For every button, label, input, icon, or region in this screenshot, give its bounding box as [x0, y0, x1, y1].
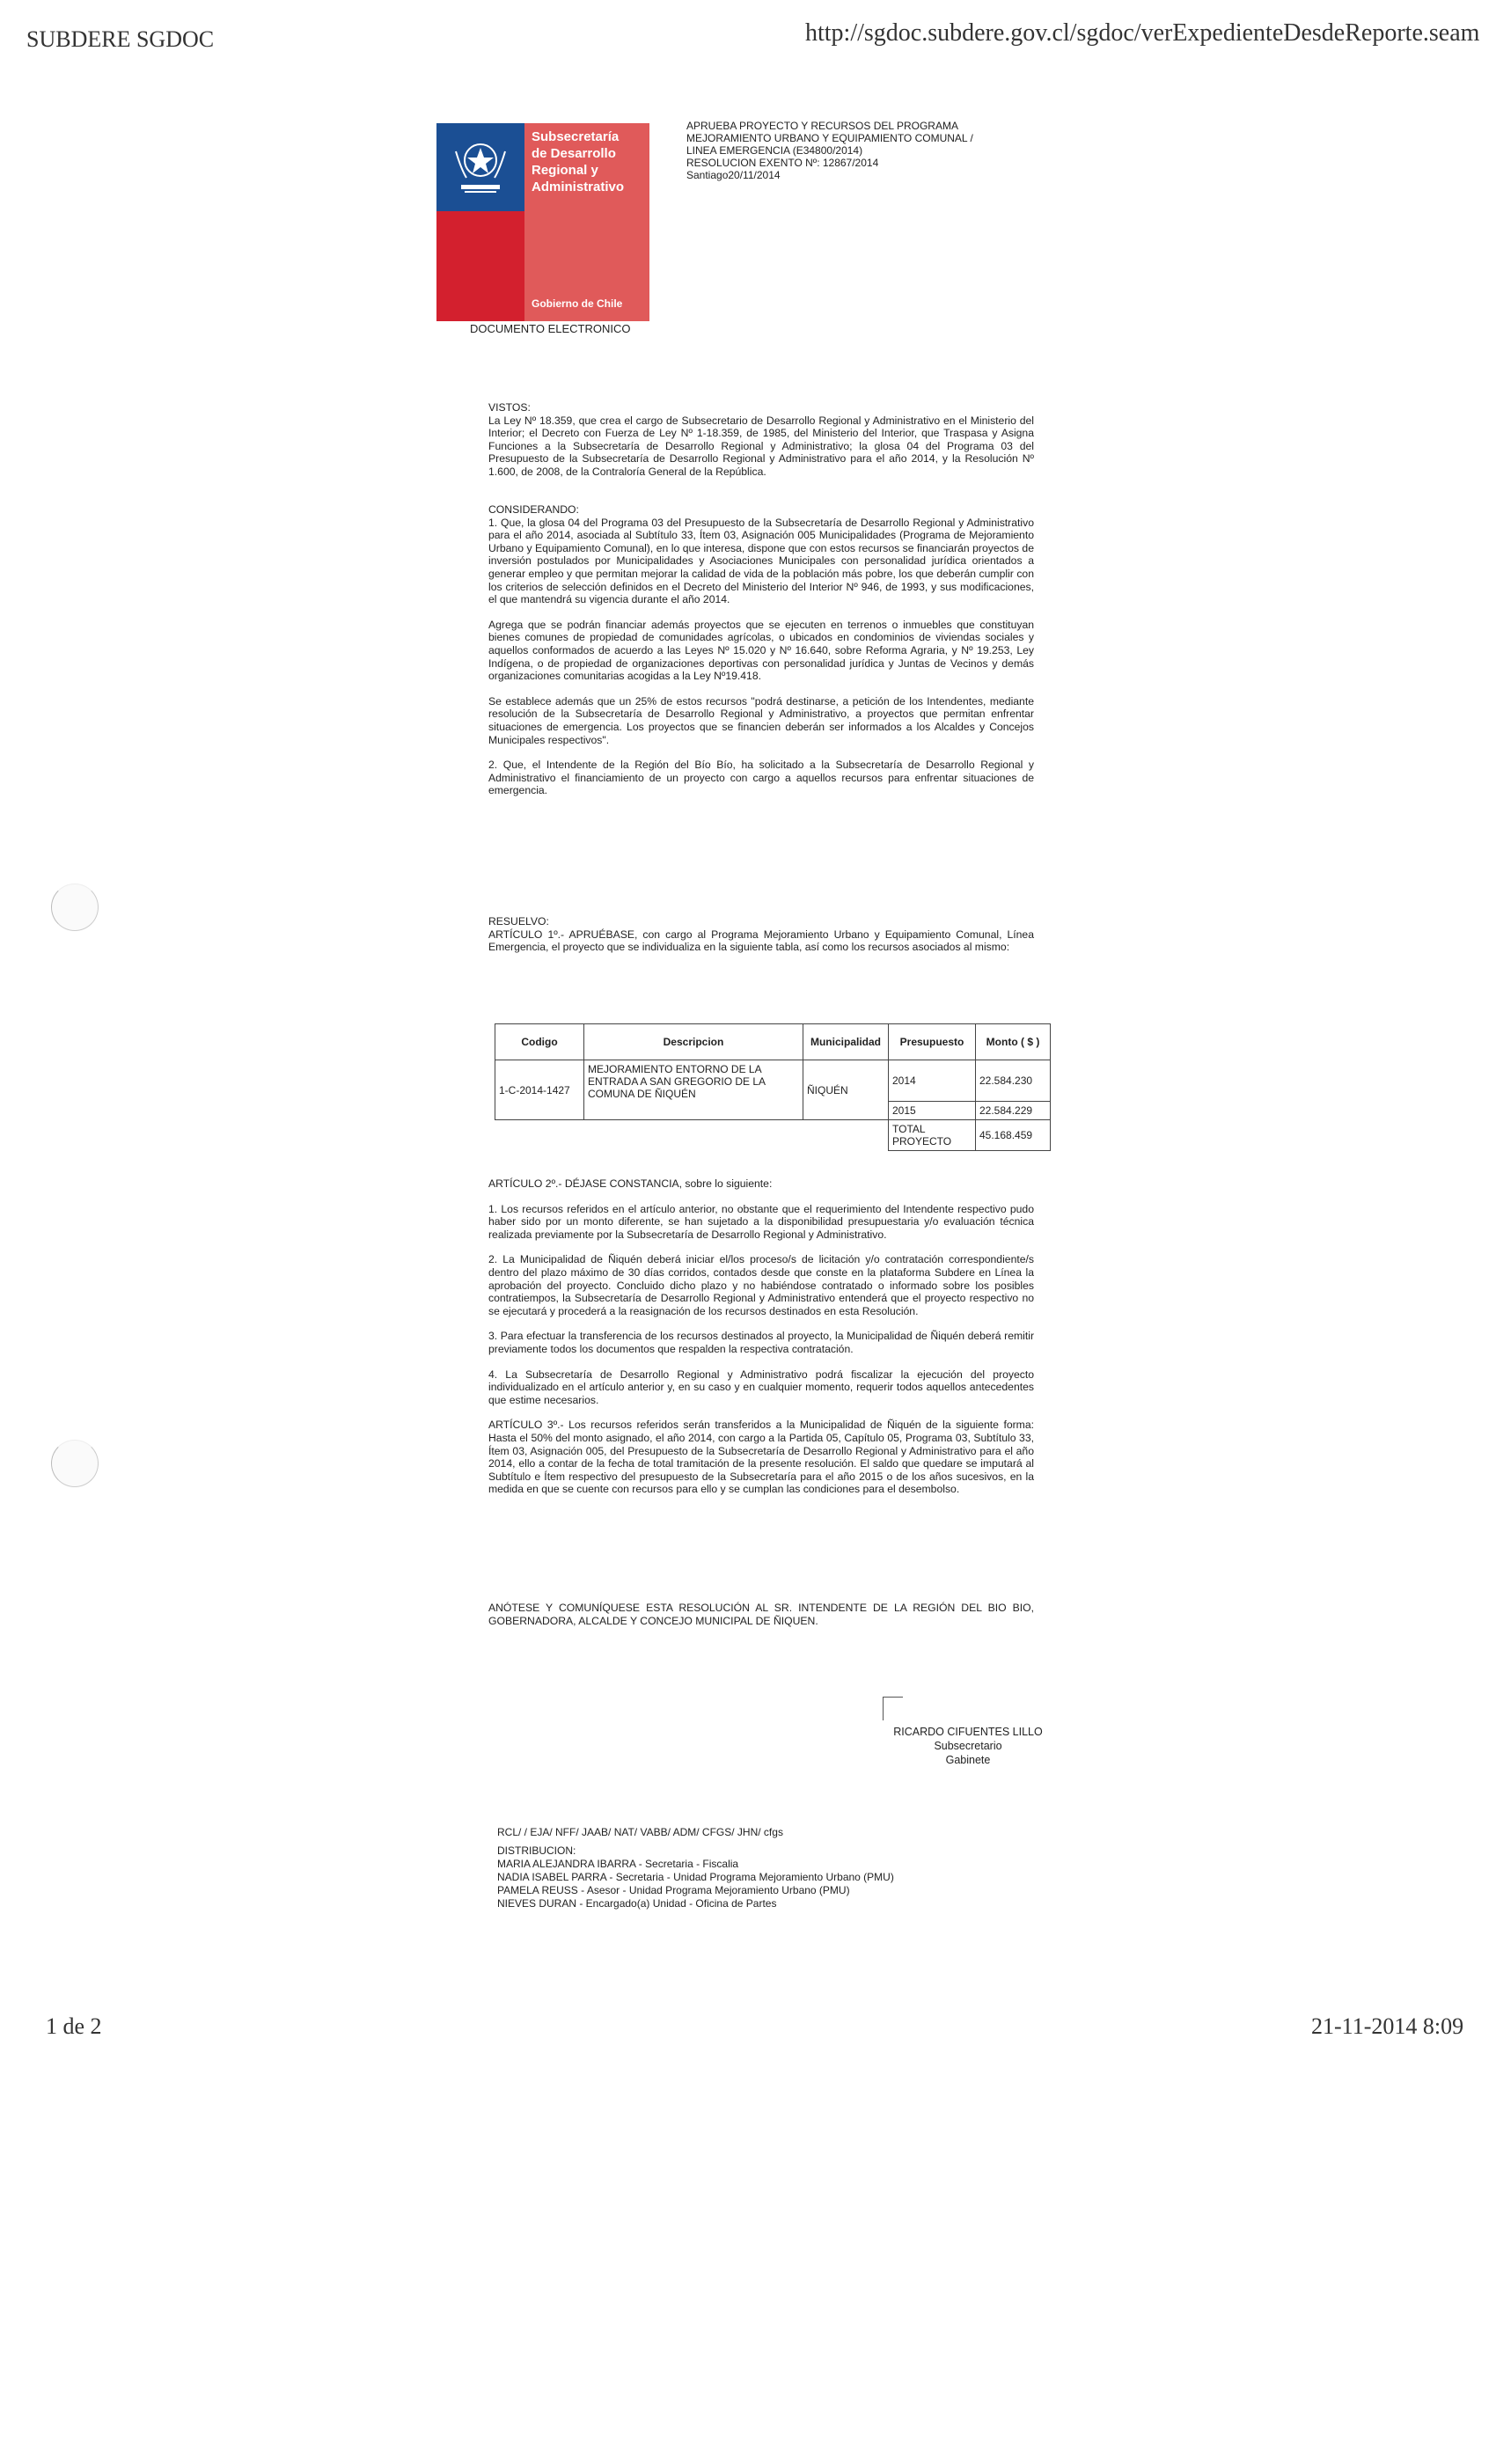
header-line: LINEA EMERGENCIA (E34800/2014)	[686, 144, 863, 157]
considerando-section	[488, 503, 1034, 797]
header-line: MEJORAMIENTO URBANO Y EQUIPAMIENTO COMUNAL /	[686, 132, 973, 144]
header-line: APRUEBA PROYECTO Y RECURSOS DEL PROGRAMA	[686, 120, 958, 132]
paragraph: La Ley Nº 18.359, que crea el cargo de Subsecretario de Desarrollo Regional y Administrativo en el Ministerio del Interior; el Decreto con Fuerza de Ley Nº 1-18.359, de 1985, del Ministerio del Interior, que Traspasa y Asigna Funciones a la Subsecretaría de Desarrollo Regional y Administrativo; la glosa 04 del Programa 03 del Presupuesto de la Subsecretaría de Desarrollo Regional y Administrativo para el año 2014, y la Resolución Nº 1.600, de 2008, de la Contraloría General de la República.	[488, 414, 1034, 478]
paragraph: Agrega que se podrán financiar además proyectos que se ejecuten en terrenos o inmuebles que constituyan bienes comunes de propiedad de comunidades agrícolas, o ubicados en condominios de viviendas sociales y aquellos conformados de acuerdo a las Leyes Nº 15.020 y Nº 16.640, sobre Reforma Agraria, y Nº 19.253, Ley Indígena, o de propiedad de organizaciones deportivas con personalidad jurídica y Juntas de Vecinos y demás organizaciones comunitarias acogidas a la Ley Nº19.418.	[488, 618, 1034, 683]
logo-org-line: Subsecretaría	[532, 129, 620, 144]
section-title: CONSIDERANDO:	[488, 503, 579, 516]
table-row	[495, 1060, 1051, 1102]
signatory-role: Subsecretario	[934, 1740, 1002, 1752]
resolution-header	[686, 120, 1056, 181]
table-cell-monto: 22.584.230	[976, 1060, 1051, 1102]
header-line: RESOLUCION EXENTO Nº: 12867/2014	[686, 157, 879, 169]
distribution-entry: PAMELA REUSS - Asesor - Unidad Programa Mejoramiento Urbano (PMU)	[497, 1884, 850, 1896]
table-cell-municipalidad: ÑIQUÉN	[803, 1060, 889, 1120]
distribution-entry: NADIA ISABEL PARRA - Secretaria - Unidad Programa Mejoramiento Urbano (PMU)	[497, 1871, 894, 1883]
table-header: Municipalidad	[803, 1024, 889, 1060]
vistos-section	[488, 401, 1034, 479]
distribution-title: DISTRIBUCION:	[497, 1844, 576, 1857]
table-cell-codigo: 1-C-2014-1427	[495, 1060, 584, 1120]
print-footer-date: 21-11-2014 8:09	[1311, 2013, 1464, 2039]
table-cell-presupuesto: 2014	[889, 1060, 976, 1102]
initials-line: RCL/ / EJA/ NFF/ JAAB/ NAT/ VABB/ ADM/ CFGS/ JHN/ cfgs	[497, 1826, 783, 1838]
subdere-logo	[436, 123, 649, 321]
section-title: RESUELVO:	[488, 915, 549, 928]
punch-hole	[51, 884, 99, 931]
paragraph: ARTÍCULO 1º.- APRUÉBASE, con cargo al Programa Mejoramiento Urbano y Equipamiento Comunal, Línea Emergencia, el proyecto que se individualiza en la siguiente tabla, así como los recursos asociados al mismo:	[488, 928, 1034, 954]
paragraph: 4. La Subsecretaría de Desarrollo Regional y Administrativo podrá fiscalizar la ejecución del proyecto individualizado en el artículo anterior y, en su caso y en cualquier momento, requerir todos aquellos antecedentes que estime necesarios.	[488, 1368, 1034, 1406]
coat-of-arms-icon	[449, 134, 512, 201]
document-type-label: DOCUMENTO ELECTRONICO	[470, 322, 631, 335]
logo-org-line: de Desarrollo	[532, 146, 616, 161]
paragraph: 1. Los recursos referidos en el artículo anterior, no obstante que el requerimiento del Intendente respectivo pudo haber sido por un monto diferente, se han sujetado a la disponibilidad presupuestaria y/o evaluación técnica realizada previamente por la Subsecretaría de Desarrollo Regional y Administrativo.	[488, 1202, 1034, 1241]
table-header: Monto ( $ )	[976, 1024, 1051, 1060]
logo-org-line: Administrativo	[532, 180, 625, 194]
table-cell-monto: 22.584.229	[976, 1102, 1051, 1120]
section-title: ARTÍCULO 2º.- DÉJASE CONSTANCIA, sobre lo siguiente:	[488, 1177, 773, 1190]
print-footer-page: 1 de 2	[46, 2013, 102, 2039]
paragraph: Se establece además que un 25% de estos recursos "podrá destinarse, a petición de los Intendentes, mediante resolución de la Subsecretaría de Desarrollo Regional y Administrativo, a proyectos que permitan enfrentar situaciones de emergencia. Los proyectos que se financien deberán ser informados a los Alcaldes y Concejos Municipales respectivos".	[488, 694, 1034, 746]
logo-gobierno: Gobierno de Chile	[532, 297, 623, 310]
signatory-unit: Gabinete	[945, 1754, 991, 1766]
paragraph: 1. Que, la glosa 04 del Programa 03 del Presupuesto de la Subsecretaría de Desarrollo Regional y Administrativo para el año 2014, asociada al Subtítulo 33, Ítem 03, Asignación 005 Municipalidades (Programa de Mejoramiento Urbano y Equipamiento Comunal), en lo que interesa, dispone que con estos recursos se financiarán proyectos de inversión postulados por Municipalidades y Asociaciones Municipales con personalidad jurídica orientados a generar empleo y que permitan mejorar la calidad de vida de la población más pobre, los que deberán cumplir con los criterios de selección definidos en el Decreto del Ministerio del Interior Nº 946, de 1993, y sus modificaciones, el que mantendrá su vigencia durante el año 2014.	[488, 516, 1034, 606]
logo-org-line: Regional y	[532, 163, 598, 178]
punch-hole	[51, 1440, 99, 1487]
paragraph: ARTÍCULO 3º.- Los recursos referidos serán transferidos a la Municipalidad de Ñiquén de la siguiente forma: Hasta el 50% del monto asignado, el año 2014, con cargo a la Partida 05, Capítulo 05, Programa 03, Subtítulo 33, Ítem 03, Asignación 005, del Presupuesto de la Subsecretaría de Desarrollo Regional y Administrativo para el año 2014, ello a contar de la fecha de total tramitación de la presente resolución. El saldo que quedare se imputará al Subtítulo e Ítem respectivo del presupuesto de la Subsecretaría para el año 2015 o de los años sucesivos, en la medida en que se cuente con recursos para ello y se cumplan las condiciones para el desembolso.	[488, 1419, 1034, 1496]
section-title: VISTOS:	[488, 401, 531, 414]
distribution-entry: MARIA ALEJANDRA IBARRA - Secretaria - Fiscalia	[497, 1858, 739, 1870]
distribution-entry: NIEVES DURAN - Encargado(a) Unidad - Oficina de Partes	[497, 1897, 777, 1910]
paragraph: 2. La Municipalidad de Ñiquén deberá iniciar el/los proceso/s de licitación y/o contratación correspondiente/s dentro del plazo máximo de 30 días corridos, contados desde que conste en la plataforma Subdere en Línea la aprobación del proyecto. Concluido dicho plazo y no habiéndose contratado o informado sobre los posibles contratiempos, la Subsecretaría de Desarrollo Regional y Administrativo entenderá que el proyecto respectivo no se ejecutará y procederá a la reasignación de los recursos destinados en esta Resolución.	[488, 1253, 1034, 1317]
print-header-title: SUBDERE SGDOC	[26, 26, 215, 52]
signature-mark	[883, 1697, 903, 1720]
table-row	[495, 1120, 1051, 1151]
distribution-block	[497, 1826, 1043, 1910]
anotese-paragraph: ANÓTESE Y COMUNÍQUESE ESTA RESOLUCIÓN AL SR. INTENDENTE DE LA REGIÓN DEL BIO BIO, GOBERNADORA, ALCALDE Y CONCEJO MUNICIPAL DE ÑIQUEN.	[488, 1602, 1034, 1627]
table-header: Descripcion	[584, 1024, 803, 1060]
paragraph: 3. Para efectuar la transferencia de los recursos destinados al proyecto, la Municipalidad de Ñiquén deberá remitir previamente todos los documentos que respalden la respectiva contratación.	[488, 1330, 1034, 1355]
table-cell-presupuesto: 2015	[889, 1102, 976, 1120]
articulo-2-section	[488, 1177, 1034, 1496]
signature-block	[858, 1725, 1078, 1767]
project-table	[495, 1023, 1051, 1151]
header-line: Santiago20/11/2014	[686, 169, 781, 181]
table-header: Codigo	[495, 1024, 584, 1060]
signatory-name: RICARDO CIFUENTES LILLO	[893, 1726, 1043, 1738]
table-cell-monto: 45.168.459	[976, 1120, 1051, 1151]
paragraph: 2. Que, el Intendente de la Región del Bío Bío, ha solicitado a la Subsecretaría de Desarrollo Regional y Administrativo el financiamiento de un proyecto con cargo a aquellos recursos para enfrentar situaciones de emergencia.	[488, 759, 1034, 797]
table-header: Presupuesto	[889, 1024, 976, 1060]
print-header-url: http://sgdoc.subdere.gov.cl/sgdoc/verExpedienteDesdeReporte.seam	[805, 19, 1480, 47]
table-cell-descripcion: MEJORAMIENTO ENTORNO DE LA ENTRADA A SAN GREGORIO DE LA COMUNA DE ÑIQUÉN	[584, 1060, 803, 1120]
resuelvo-section	[488, 915, 1034, 954]
table-cell-presupuesto: TOTAL PROYECTO	[889, 1120, 976, 1151]
